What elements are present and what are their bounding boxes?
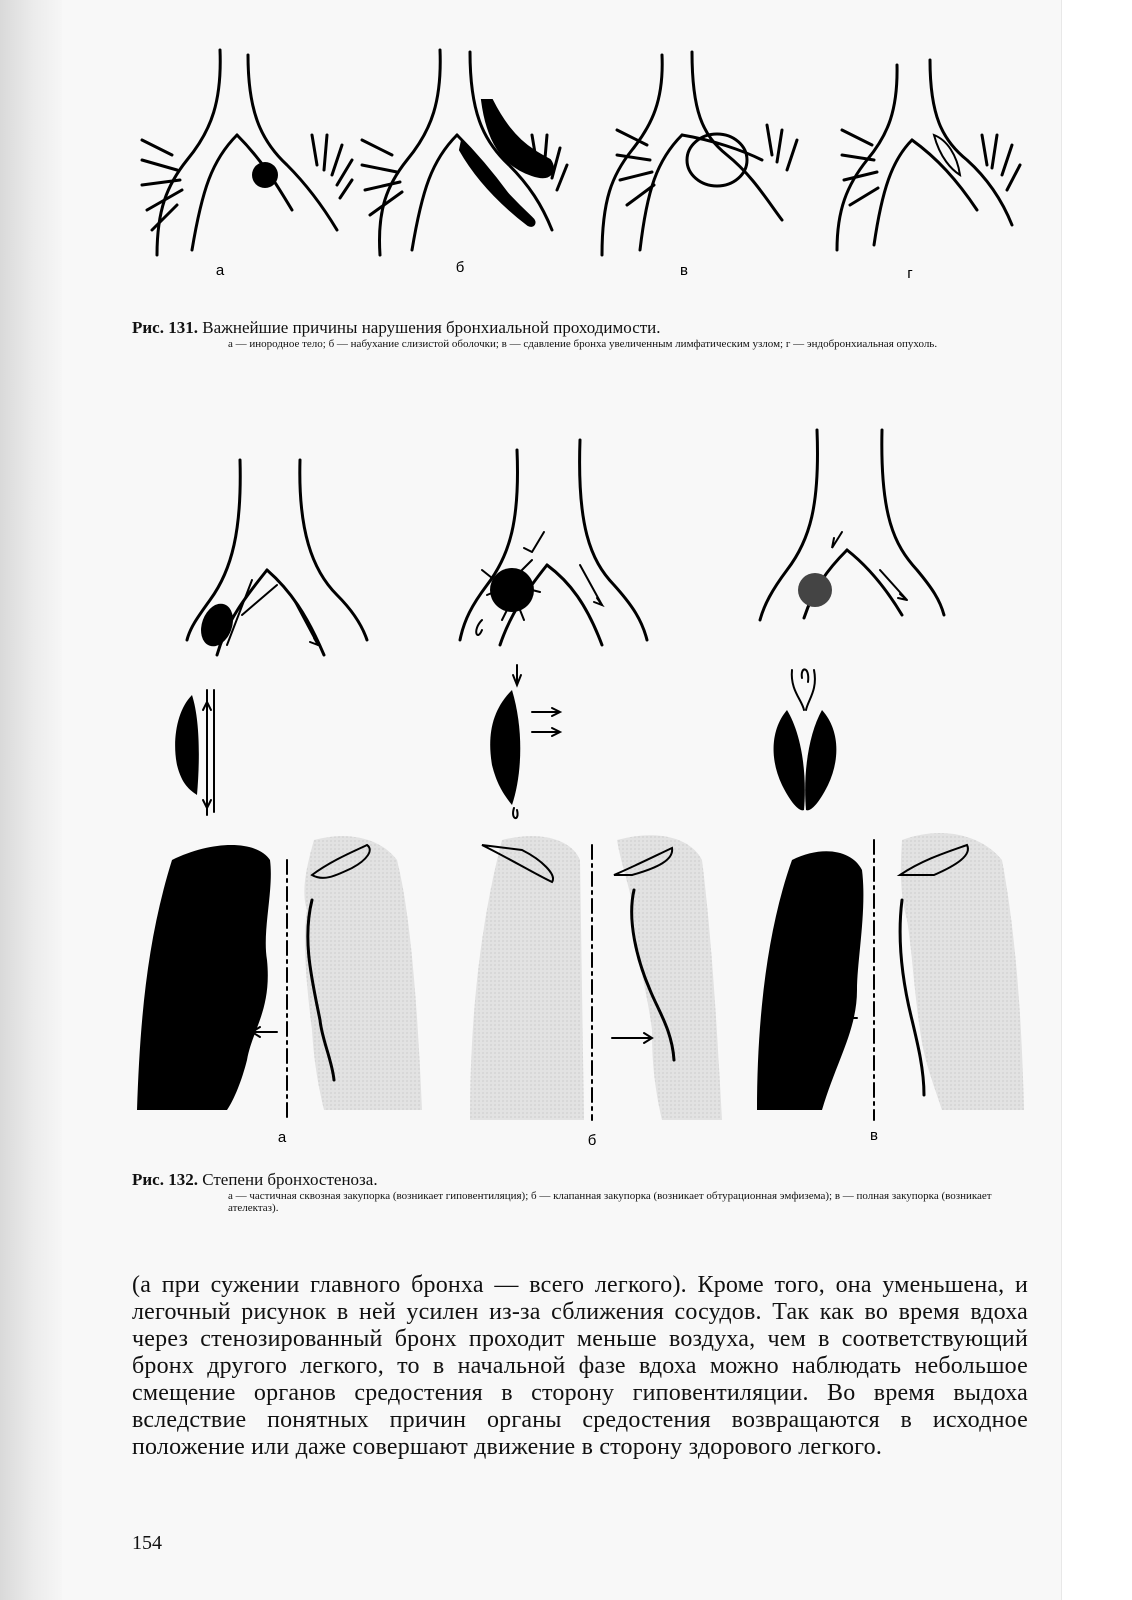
figure-132-drawings: [62, 420, 1062, 1160]
figure-131-caption: [132, 318, 1044, 350]
fig132-label-a: а: [277, 1129, 287, 1146]
page-number: 154: [132, 1532, 162, 1554]
figure-132-caption: [132, 1170, 1044, 1214]
figure-132-description: а — частичная сквозная закупорка (возникает гиповентиляция); б — клапанная закупорка (возникает обтурационная эмфизема); в — полная закупорка (возникает ателектаз).: [228, 1190, 992, 1214]
fig131-label-b: б: [455, 259, 465, 276]
col-a-lungs: [137, 836, 422, 1120]
fig131-label-d: г: [907, 265, 913, 282]
col-b-lungs: [470, 835, 722, 1120]
bronchus-diagram-a: [142, 50, 352, 255]
col-b-bronchus: [460, 440, 647, 645]
fig131-label-a: а: [215, 262, 225, 279]
fig132-label-c: в: [870, 1127, 878, 1144]
figure-132-number: Рис. 132.: [132, 1170, 198, 1189]
figure-131-drawings: [62, 40, 1062, 300]
figure-131-number: Рис. 131.: [132, 318, 198, 337]
scan-edge-right: [1061, 0, 1132, 1600]
col-b-lumen: [490, 665, 560, 818]
bronchus-diagram-d: [837, 60, 1020, 250]
col-c-bronchus: [760, 430, 944, 620]
figure-131-title: Важнейшие причины нарушения бронхиальной проходимости.: [202, 318, 661, 337]
bronchus-diagram-c: [602, 52, 797, 255]
scan-edge-left: [0, 0, 62, 1600]
col-a-lumen: [175, 690, 214, 815]
body-paragraph: (а при сужении главного бронха — всего легкого). Кроме того, она уменьшена, и легочный рисунок в ней усилен из-за сближения сосудов. Так как во время вдоха через стенозированный бронх проходит меньше воздуха, чем в соответствующий бронх другого легкого, то в начальной фазе вдоха можно наблюдать небольшое смещение органов средостения в сторону гиповентиляции. Во время выдоха вследствие понятных причин органы средостения возвращаются в исходное положение или даже совершают движение в сторону здорового легкого.: [132, 1272, 1028, 1460]
foreign-body-shape: [252, 162, 278, 188]
figure-131-caption-title: [132, 318, 1044, 338]
swollen-mucosa-upper: [482, 100, 553, 177]
figure-132-caption-title: [132, 1170, 1044, 1190]
figure-132-title: Степени бронхостеноза.: [202, 1170, 378, 1189]
fig132-label-b: б: [587, 1132, 597, 1149]
fig131-label-c: в: [680, 262, 688, 279]
figure-131-description: а — инородное тело; б — набухание слизистой оболочки; в — сдавление бронха увеличенным лимфатическим узлом; г — эндобронхиальная опухоль.: [228, 338, 938, 350]
col-c-lumen: [774, 669, 837, 810]
col-c-lungs: [757, 833, 1024, 1120]
